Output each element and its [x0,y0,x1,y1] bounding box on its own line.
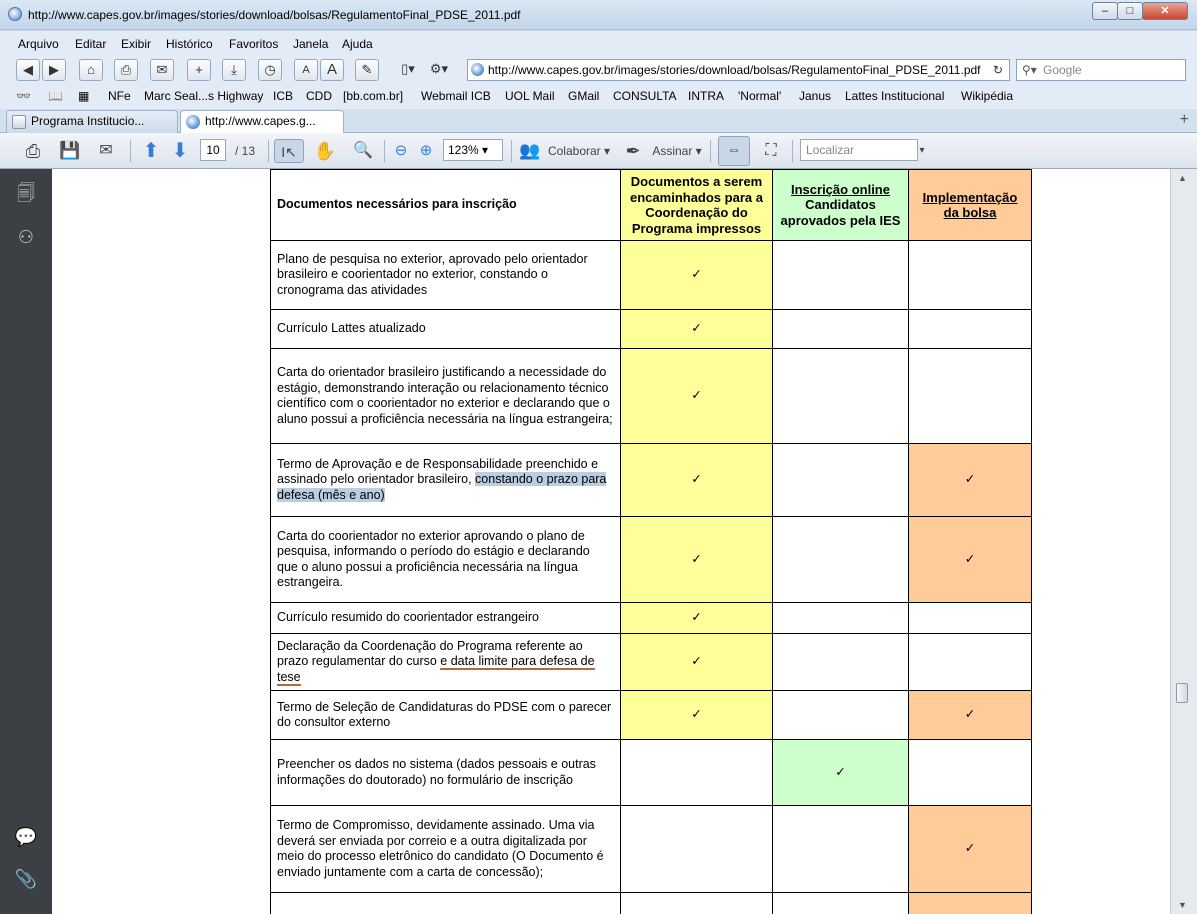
zoom-out-icon[interactable]: ⊖ [394,142,408,159]
table-row [271,517,1032,603]
fit-width-icon[interactable]: ⇔ [718,136,750,166]
menu-janela[interactable]: Janela [293,37,329,51]
tab-programa[interactable] [6,110,178,133]
comments-icon[interactable]: 💬 [14,827,38,847]
bookmark-item[interactable]: Janus [799,89,832,103]
bookmark-item[interactable]: NFe [108,89,131,103]
table-row [271,603,1032,634]
row-text-part: Termo de Aprovação e de Responsabilidade preenchido e assinado pelo orientador brasileiro, [277,456,599,487]
book-icon[interactable]: 📖 [48,89,63,103]
separator [268,140,269,162]
text-large-icon: A [326,61,337,78]
zoom-in-icon[interactable]: ⊕ [419,142,433,159]
bookmarks-bar [0,85,1197,109]
menu-arquivo[interactable]: Arquivo [18,37,59,51]
window-title: http://www.capes.gov.br/images/stories/download/bolsas/RegulamentoFinal_PDSE_2011.pdf [28,8,521,22]
pdf-sidebar [0,169,52,914]
home-icon: ⌂ [87,62,95,77]
row-text: Plano de pesquisa no exterior, aprovado pelo orientador brasileiro e coorientador no exterior, constando o cronograma das atividades [271,241,621,310]
pdf-document [52,169,1170,914]
print-button[interactable] [114,59,138,81]
bookmark-item[interactable]: GMail [568,89,600,103]
tools-menu-button[interactable] [427,59,451,81]
globe-icon [471,63,484,76]
page-total: / 13 [234,144,255,158]
glasses-icon[interactable]: 👓 [16,89,31,103]
vertical-scrollbar[interactable] [1170,169,1197,914]
check-icon: ✓ [621,241,773,310]
highlighted-text: constando o prazo para defesa (mês e ano) [277,472,607,502]
empty-cell [621,740,773,806]
navigation-bar [0,55,1197,85]
search-icon: ⚲▾ [1022,63,1037,77]
maximize-button[interactable]: □ [1117,2,1143,20]
empty-cell [773,517,909,603]
bookmark-item[interactable]: INTRA [688,89,724,103]
bookmark-item[interactable]: [bb.com.br] [343,89,404,103]
back-arrow-icon: ◀ [23,62,33,77]
collaborate-icon: 👥 [519,141,541,160]
empty-cell [271,893,621,914]
home-button[interactable] [79,59,103,81]
bookmark-item[interactable]: CDD [306,89,332,103]
sign-label: Assinar [652,144,693,158]
check-icon: ✓ [909,691,1032,740]
row-text: Currículo resumido do coorientador estrangeiro [271,603,621,634]
check-icon: ✓ [621,310,773,349]
row-text: Termo de Compromisso, devidamente assinado. Uma via deverá ser enviada por correio e a outra digitalizada por meio do processo eletrônico do candidato (O Documento é enviado juntamente com a carta de concessão); [271,806,621,893]
row-text: Currículo Lattes atualizado [271,310,621,349]
minimize-button[interactable]: – [1092,2,1118,20]
empty-cell [773,691,909,740]
print-icon[interactable]: ⎙ [25,141,41,161]
sign-button[interactable]: Assinar ▾ [652,144,702,158]
check-icon: ✓ [909,806,1032,893]
menu-editar[interactable]: Editar [75,37,107,51]
download-icon: ⤓ [231,62,237,77]
edit-button[interactable] [355,59,379,81]
check-icon: ✓ [621,517,773,603]
empty-cell [909,241,1032,310]
bookmark-item[interactable]: Lattes Institucional [845,89,945,103]
scroll-up-icon[interactable]: ▲ [1178,173,1187,183]
table-row [271,310,1032,349]
empty-cell [909,634,1032,691]
empty-cell [621,893,773,914]
text-smaller-button[interactable] [294,59,318,81]
bookmark-item[interactable]: Wikipédia [961,89,1014,103]
mail-button[interactable] [150,59,174,81]
plus-icon: + [195,62,203,77]
menu-exibir[interactable]: Exibir [121,37,152,51]
empty-cell [909,893,1032,914]
text-larger-button[interactable] [320,59,344,81]
forward-button[interactable] [42,59,66,81]
empty-cell [909,310,1032,349]
row-text-part: Declaração da Coordenação do Programa referente ao prazo regulamentar do curso [277,638,583,669]
pages-icon[interactable]: 🗐 [17,183,35,203]
underlined-text: e data limite para defesa de tese [277,654,595,684]
gear-icon: ⚙▾ [429,61,449,76]
clock-icon: ◷ [264,62,276,77]
empty-cell [773,806,909,893]
row-text: Preencher os dados no sistema (dados pessoais e outras informações do doutorado) no formulário de inscrição [271,740,621,806]
table-row [271,634,1032,691]
save-icon[interactable]: 💾 [59,141,81,160]
check-icon: ✓ [621,634,773,691]
scroll-down-icon[interactable]: ▼ [1178,900,1187,910]
collaborate-button[interactable]: Colaborar ▾ [547,144,611,158]
select-tool-icon[interactable]: I↖ [274,139,304,163]
empty-cell [773,893,909,914]
empty-cell [909,349,1032,444]
page-icon: ▯▾ [401,61,415,76]
bookmark-item[interactable]: ICB [273,89,294,103]
back-button[interactable] [16,59,40,81]
row-text [271,444,621,517]
sign-icon: ✒ [625,141,641,161]
hand-tool-icon[interactable]: ✋ [313,141,337,161]
header-printed: Documentos a serem encaminhados para a Coordenação do Programa impressos [621,170,773,241]
collaborate-label: Colaborar [547,144,601,158]
empty-cell [909,603,1032,634]
find-placeholder: Localizar [806,143,855,157]
fit-page-icon[interactable]: ⛶ [765,142,777,159]
page-menu-button[interactable] [396,59,420,81]
empty-cell [773,603,909,634]
bookmark-item[interactable]: Marc Seal...s Highway [144,89,264,103]
separator [384,140,385,162]
tab-pdf[interactable] [180,110,344,133]
reload-icon[interactable]: ↻ [992,63,1003,77]
empty-cell [773,349,909,444]
pdf-toolbar [0,133,1197,169]
text-small-icon: A [302,64,310,76]
save-page-button[interactable] [222,59,246,81]
bookmark-item[interactable]: UOL Mail [505,89,555,103]
printer-icon: ⎙ [120,62,132,77]
check-icon: ✓ [909,444,1032,517]
table-row [271,691,1032,740]
check-icon: ✓ [909,517,1032,603]
menu-historico[interactable]: Histórico [166,37,213,51]
check-icon: ✓ [773,740,909,806]
bookmark-item[interactable]: 'Normal' [738,89,782,103]
url-text: http://www.capes.gov.br/images/stories/download/bolsas/RegulamentoFinal_PDSE_2011.pdf [488,63,981,77]
next-page-icon[interactable]: ⬇ [171,140,189,162]
requirements-table [270,169,1032,914]
separator [792,140,793,162]
header-online [773,170,909,241]
email-icon[interactable]: ✉ [99,142,113,159]
empty-cell [773,310,909,349]
grid-icon[interactable]: ▦ [78,89,90,103]
tab-label: Programa Institucio... [31,114,145,128]
header-online-sub: Candidatos aprovados pela IES [780,197,901,228]
empty-cell [773,634,909,691]
page-number-input[interactable]: 10 [200,139,226,161]
separator [511,140,512,162]
envelope-icon: ✉ [156,62,168,77]
table-row [271,806,1032,893]
table-row [271,893,1032,914]
search-input[interactable] [1016,59,1186,81]
forward-arrow-icon: ▶ [49,62,59,77]
page-icon [12,115,26,129]
empty-cell [773,241,909,310]
header-implementation: Implementação da bolsa [909,170,1032,241]
menu-bar [0,31,1197,55]
table-row [271,740,1032,806]
header-online-title: Inscrição online [791,181,890,197]
menu-favoritos[interactable]: Favoritos [229,37,279,51]
new-tab-button[interactable]: + [1179,111,1189,128]
separator [130,140,131,162]
find-input[interactable] [800,139,918,161]
table-row [271,349,1032,444]
prev-page-icon[interactable]: ⬆ [142,140,160,162]
tab-bar [0,109,1197,133]
binoculars-icon[interactable]: ⚇ [17,227,35,247]
zoom-value: 123% [448,143,479,157]
firefox-icon [8,7,22,21]
separator [710,140,711,162]
row-text: Termo de Seleção de Candidaturas do PDSE com o parecer do consultor externo [271,691,621,740]
bookmark-item[interactable]: Webmail ICB [421,89,491,103]
find-dropdown-icon[interactable]: ▾ [919,145,925,156]
row-text: Carta do orientador brasileiro justificando a necessidade do estágio, demonstrando interação ou relacionamento técnico científico com o coorientador no exterior e declarando que o aluno possui a proficiência necessária na língua estrangeira; [271,349,621,444]
table-row [271,241,1032,310]
check-icon: ✓ [621,349,773,444]
table-header-row [271,170,1032,241]
scroll-thumb[interactable] [1176,683,1188,703]
globe-icon [186,115,200,129]
table-row [271,444,1032,517]
row-text: Carta do coorientador no exterior aprovando o plano de pesquisa, informando o período do estágio e declarando que o aluno possui a proficiência necessária na língua estrangeira. [271,517,621,603]
empty-cell [621,806,773,893]
pencil-icon: ✎ [361,62,373,77]
zoom-tool-icon[interactable]: 🔍 [353,142,373,159]
row-text [271,634,621,691]
empty-cell [773,444,909,517]
empty-cell [909,740,1032,806]
check-icon: ✓ [621,603,773,634]
check-icon: ✓ [621,444,773,517]
url-bar[interactable] [467,59,1010,81]
attachment-icon[interactable]: 📎 [14,869,38,889]
check-icon: ✓ [621,691,773,740]
close-button[interactable]: ✕ [1142,2,1188,20]
header-documents: Documentos necessários para inscrição [271,170,621,241]
tab-label: http://www.capes.g... [205,114,316,128]
window-titlebar [0,0,1197,30]
zoom-select[interactable]: 123% ▾ [443,139,503,161]
search-placeholder: Google [1043,63,1082,77]
history-button[interactable] [258,59,282,81]
add-bookmark-button[interactable] [187,59,211,81]
bookmark-item[interactable]: CONSULTA [613,89,677,103]
menu-ajuda[interactable]: Ajuda [342,37,373,51]
